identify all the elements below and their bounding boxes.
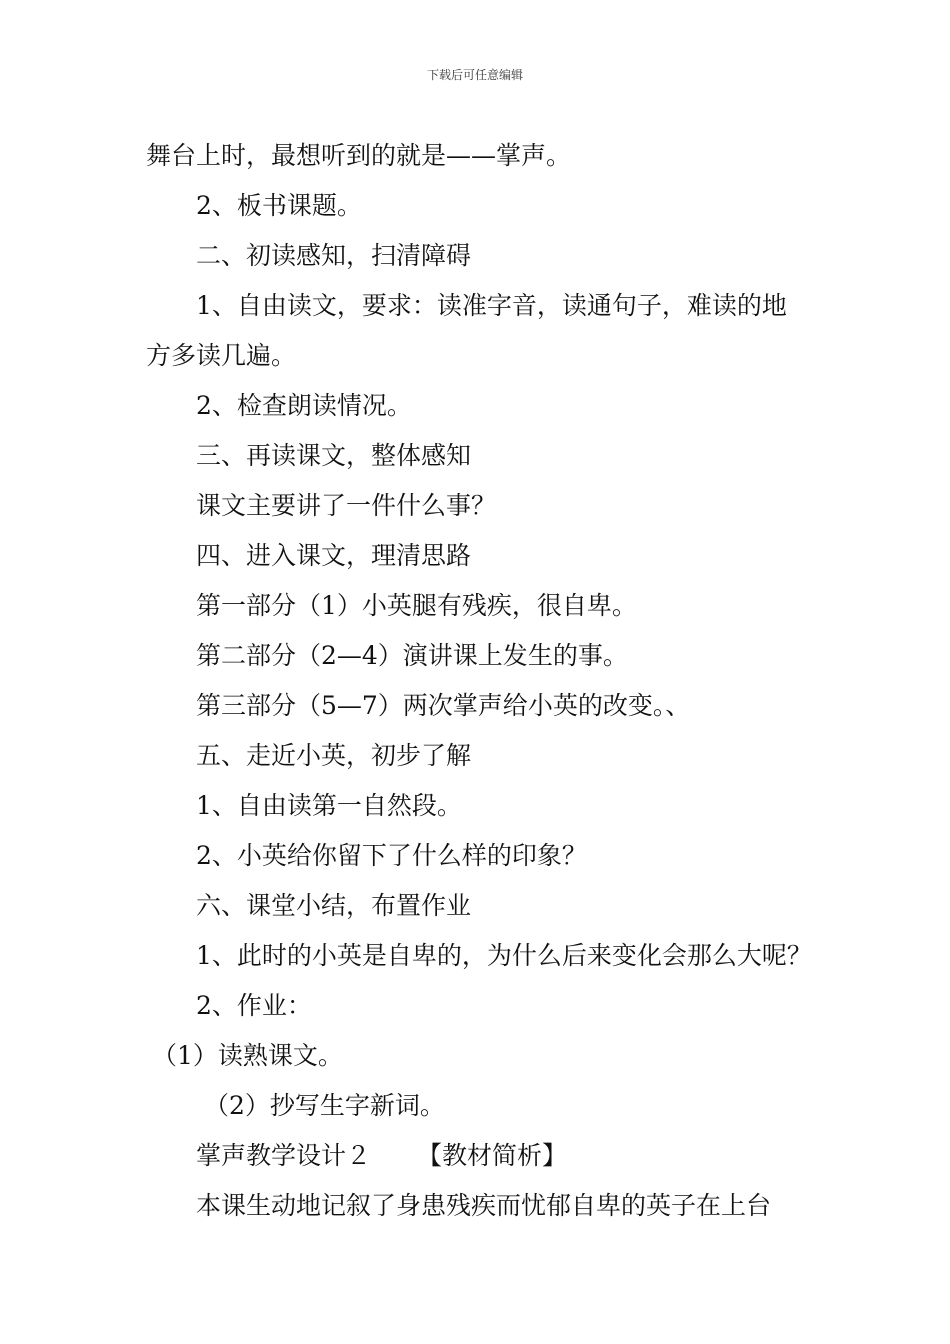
- subsection-title: 【教材简析】: [417, 1141, 568, 1170]
- text-line: 第二部分（2—4）演讲课上发生的事。: [196, 641, 628, 670]
- text-line: 第一部分（1）小英腿有残疾，很自卑。: [196, 591, 637, 620]
- section-heading: 二、初读感知，扫清障碍: [196, 241, 472, 270]
- page-header: 下载后可任意编辑: [426, 68, 523, 82]
- text-line: 2、板书课题。: [196, 191, 362, 220]
- text-line: 舞台上时，最想听到的就是——掌声。: [146, 141, 572, 170]
- text-line: 方多读几遍。: [146, 341, 297, 370]
- document-body: [146, 131, 826, 1231]
- section-heading: 三、再读课文，整体感知: [196, 441, 472, 470]
- text-line: 1、自由读文，要求：读准字音，读通句子，难读的地: [196, 291, 787, 320]
- text-line: 课文主要讲了一件什么事？: [196, 491, 497, 520]
- text-line: （2）抄写生字新词。: [204, 1091, 445, 1120]
- title-line: [146, 1131, 826, 1181]
- text-line: 2、检查朗读情况。: [196, 391, 412, 420]
- section-heading: 四、进入课文，理清思路: [196, 541, 472, 570]
- text-line: 本课生动地记叙了身患残疾而忧郁自卑的英子在上台: [196, 1191, 772, 1220]
- text-line: 第三部分（5—7）两次掌声给小英的改变。、: [196, 691, 691, 720]
- text-line: 1、此时的小英是自卑的，为什么后来变化会那么大呢？: [196, 941, 812, 970]
- section-heading: 五、走近小英，初步了解: [196, 741, 472, 770]
- text-line: （1）读熟课文。: [152, 1041, 343, 1070]
- text-line: 2、作业：: [196, 991, 312, 1020]
- section-heading: 六、课堂小结，布置作业: [196, 891, 472, 920]
- text-line: 2、小英给你留下了什么样的印象？: [196, 841, 587, 870]
- document-title: 掌声教学设计２: [196, 1141, 372, 1170]
- text-line: 1、自由读第一自然段。: [196, 791, 462, 820]
